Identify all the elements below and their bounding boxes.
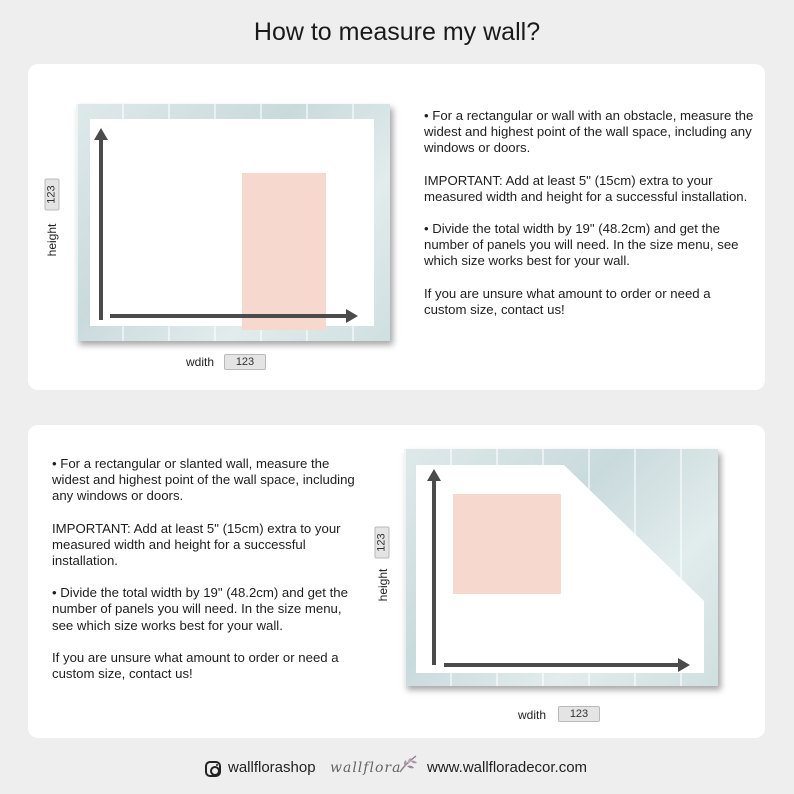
important-paragraph: IMPORTANT: Add at least 5" (15cm) extra to your measured width and height for a successful installation.	[52, 520, 341, 569]
obstacle-shape	[242, 173, 326, 330]
panels-paragraph: • Divide the total width by 19" (48.2cm) and get the number of panels you will need. In the size menu, see which size works best for your wall.	[52, 585, 348, 633]
contact-paragraph: If you are unsure what amount to order or need a custom size, contact us!	[424, 285, 711, 317]
footer	[0, 758, 794, 782]
height-axis	[99, 138, 103, 320]
page-title: How to measure my wall?	[253, 18, 541, 46]
website-link[interactable]: www.wallfloradecor.com	[427, 759, 588, 776]
panels-paragraph: • Divide the total width by 19" (48.2cm) and get the number of panels you will need. In the size menu, see which size works best for your wall.	[424, 221, 739, 269]
wall-illustration	[76, 104, 390, 341]
instruction-paragraph: • For a rectangular or wall with an obstacle, measure the widest and highest point of the wall space, including any windows or doors.	[424, 108, 754, 156]
width-arrow-icon	[346, 309, 358, 323]
instruction-paragraph: • For a rectangular or slanted wall, measure the widest and highest point of the wall space, including any windows or doors.	[52, 456, 355, 504]
measure-card-obstacle	[28, 64, 765, 390]
height-arrow-icon	[94, 128, 108, 140]
measure-card-slanted	[28, 425, 765, 738]
height-value-box: 123	[45, 179, 60, 211]
height-arrow-icon	[427, 469, 441, 481]
instagram-handle[interactable]: wallflorashop	[228, 759, 316, 776]
width-value-box: 123	[224, 354, 266, 370]
slanted-wall-area	[404, 449, 718, 686]
instructions-text	[424, 108, 754, 318]
wall-illustration	[404, 449, 718, 686]
width-label: wdith	[518, 708, 547, 722]
width-axis	[110, 314, 350, 318]
width-label: wdith	[186, 355, 215, 369]
instructions-text	[52, 456, 360, 682]
leaf-icon	[396, 752, 420, 776]
width-axis	[444, 663, 680, 667]
important-paragraph: IMPORTANT: Add at least 5" (15cm) extra to your measured width and height for a successful installation.	[424, 172, 748, 204]
wall-area	[90, 119, 374, 326]
contact-paragraph: If you are unsure what amount to order or need a custom size, contact us!	[52, 649, 339, 682]
height-label: height	[45, 223, 59, 257]
obstacle-shape	[453, 494, 561, 594]
width-value-box: 123	[558, 706, 600, 722]
width-arrow-icon	[678, 658, 690, 672]
brand-logo-text: wallflora	[330, 760, 402, 776]
height-axis	[432, 479, 436, 665]
height-value-box: 123	[375, 527, 390, 559]
instagram-icon[interactable]	[205, 761, 221, 777]
height-label: height	[376, 568, 390, 602]
